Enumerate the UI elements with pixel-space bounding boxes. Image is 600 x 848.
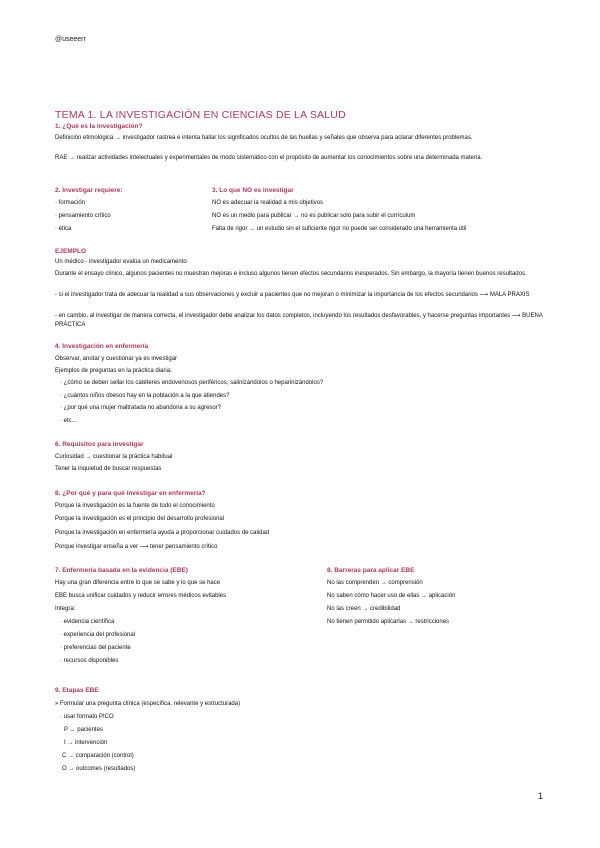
section-8-line: Porque investigar enseña a ver ⟶ tener pensamiento crítico	[55, 544, 218, 550]
section-4-line: Observar, anotar y cuestionar ya es investigar	[55, 356, 178, 362]
pico-item: C → comparación (control)	[62, 753, 134, 759]
barriers-heading: 8. Barreras para aplicar EBE	[327, 567, 415, 574]
section-2-heading: 2. Investigar requiere:	[55, 187, 123, 194]
section-4-heading: 4. Investigación en enfermería	[55, 343, 149, 350]
pico-item: I → intervención	[64, 740, 108, 746]
list-item: NO es adecuar la realidad a mis objetivos	[212, 200, 324, 206]
list-item: No las comprenden → comprensión	[327, 580, 423, 586]
pico-item: P → pacientes	[64, 727, 103, 733]
list-item: · etc...	[60, 418, 77, 424]
example-line: Durante el ensayo clínico, algunos pacientes no muestran mejoras e incluso algunos tienen efectos secundarios inesperados. Sin embargo, la mayoría tienen buenos resultados.	[55, 271, 527, 277]
section-3-heading: 3. Lo que NO es investigar	[212, 187, 294, 194]
list-item: · pensamiento crítico	[55, 213, 111, 219]
list-item: · recursos disponibles	[60, 658, 119, 664]
section-1-rae: RAE → realizar actividades intelectuales y experimentales de modo sistemático con el propósito de aumentar los conocimientos sobre una determinada materia.	[55, 155, 483, 161]
list-item: · ¿por qué una mujer maltratada no abandona a su agresor?	[60, 405, 222, 411]
section-9-line: · usar formato PICO	[60, 714, 114, 720]
section-7-line: Hay una gran diferencia entre lo que se sabe y lo que se hace	[55, 580, 221, 586]
section-1-heading: 1. ¿Qué es la investigación?	[55, 123, 143, 130]
section-4-line: Ejemplos de preguntas en la práctica diaria:	[55, 368, 172, 374]
list-item: · ¿cuántos niños obesos hay en la población a la que atiendes?	[60, 393, 230, 399]
example-heading: EJEMPLO	[55, 248, 87, 255]
list-item: · experiencia del profesional	[60, 632, 136, 638]
section-7-line: EBE busca unificar cuidados y reducir errores médicos evitables	[55, 593, 227, 599]
list-item: · ética	[55, 226, 72, 232]
section-7-line: Integra:	[55, 606, 76, 612]
example-line: - si el investigador trata de adecuar la realidad a sus observaciones y excluir a pacientes que no mejoran o minimizar la importancia de los efectos secundarios ⟶ MALA PRAXIS	[55, 292, 530, 298]
section-8-line: Porque la investigación es la fuente de todo el conocimiento	[55, 503, 215, 509]
section-1-definition: Definición etimológica → investigador rastrea e intenta hallar los significados ocultos de las huellas y señales que observa para aclarar diferentes problemas.	[55, 135, 473, 141]
section-7-heading: 7. Enfermería basada en la evidencia (EBE)	[55, 567, 188, 574]
list-item: Falta de rigor → un estudio sin el suficiente rigor no puede ser considerado una herramienta útil	[212, 226, 467, 232]
section-6-line: Curiosidad → cuestionar la práctica habitual	[55, 454, 173, 460]
list-item: No saben cómo hacer uso de ellas → aplicación	[327, 593, 456, 599]
section-8-line: Porque la investigación es el principio del desarrollo profesional	[55, 516, 225, 522]
document-title: TEMA 1. LA INVESTIGACIÓN EN CIENCIAS DE LA SALUD	[55, 109, 346, 121]
section-9-line: » Formular una pregunta clínica (específica, relevante y estructurada)	[55, 701, 241, 707]
pico-item: O → outcomes (resultados)	[62, 766, 136, 772]
list-item: NO es un medio para publicar → no es publicar solo para subir el currículum	[212, 213, 416, 219]
list-item: No tienen permitido aplicarlas → restricciones	[327, 619, 450, 625]
list-item: · preferencias del paciente	[60, 645, 131, 651]
section-8-heading: 8. ¿Por qué y para qué investigar en enfermería?	[55, 490, 206, 497]
section-6-line: Tener la inquietud de buscar respuestas	[55, 466, 162, 472]
page-number: 1	[538, 791, 544, 801]
list-item: No las creen → credibilidad	[327, 606, 401, 612]
example-line: Un médico - investigador evalúa un medicamento	[55, 259, 187, 265]
section-6-heading: 6. Requisitos para investigar	[55, 441, 144, 448]
author-handle: @useeerr	[55, 36, 86, 43]
list-item: · formación	[55, 200, 86, 206]
section-8-line: Porque la investigación en enfermería ayuda a proporcionar cuidados de calidad	[55, 530, 270, 536]
example-line: - en cambio, al investigar de manera correcta, el investigador debe analizar los datos completos, incluyendo los resultados desfavorables, y hacerse preguntas importantes ⟶ BUENA PRÁCTICA	[55, 313, 543, 328]
list-item: · evidencia científica	[60, 619, 115, 625]
section-9-heading: 9. Etapas EBE	[55, 687, 99, 694]
list-item: · ¿cómo se deben sellar los catéteres endovenosos periféricos, salinizándolos o heparinizándolos?	[60, 380, 324, 386]
